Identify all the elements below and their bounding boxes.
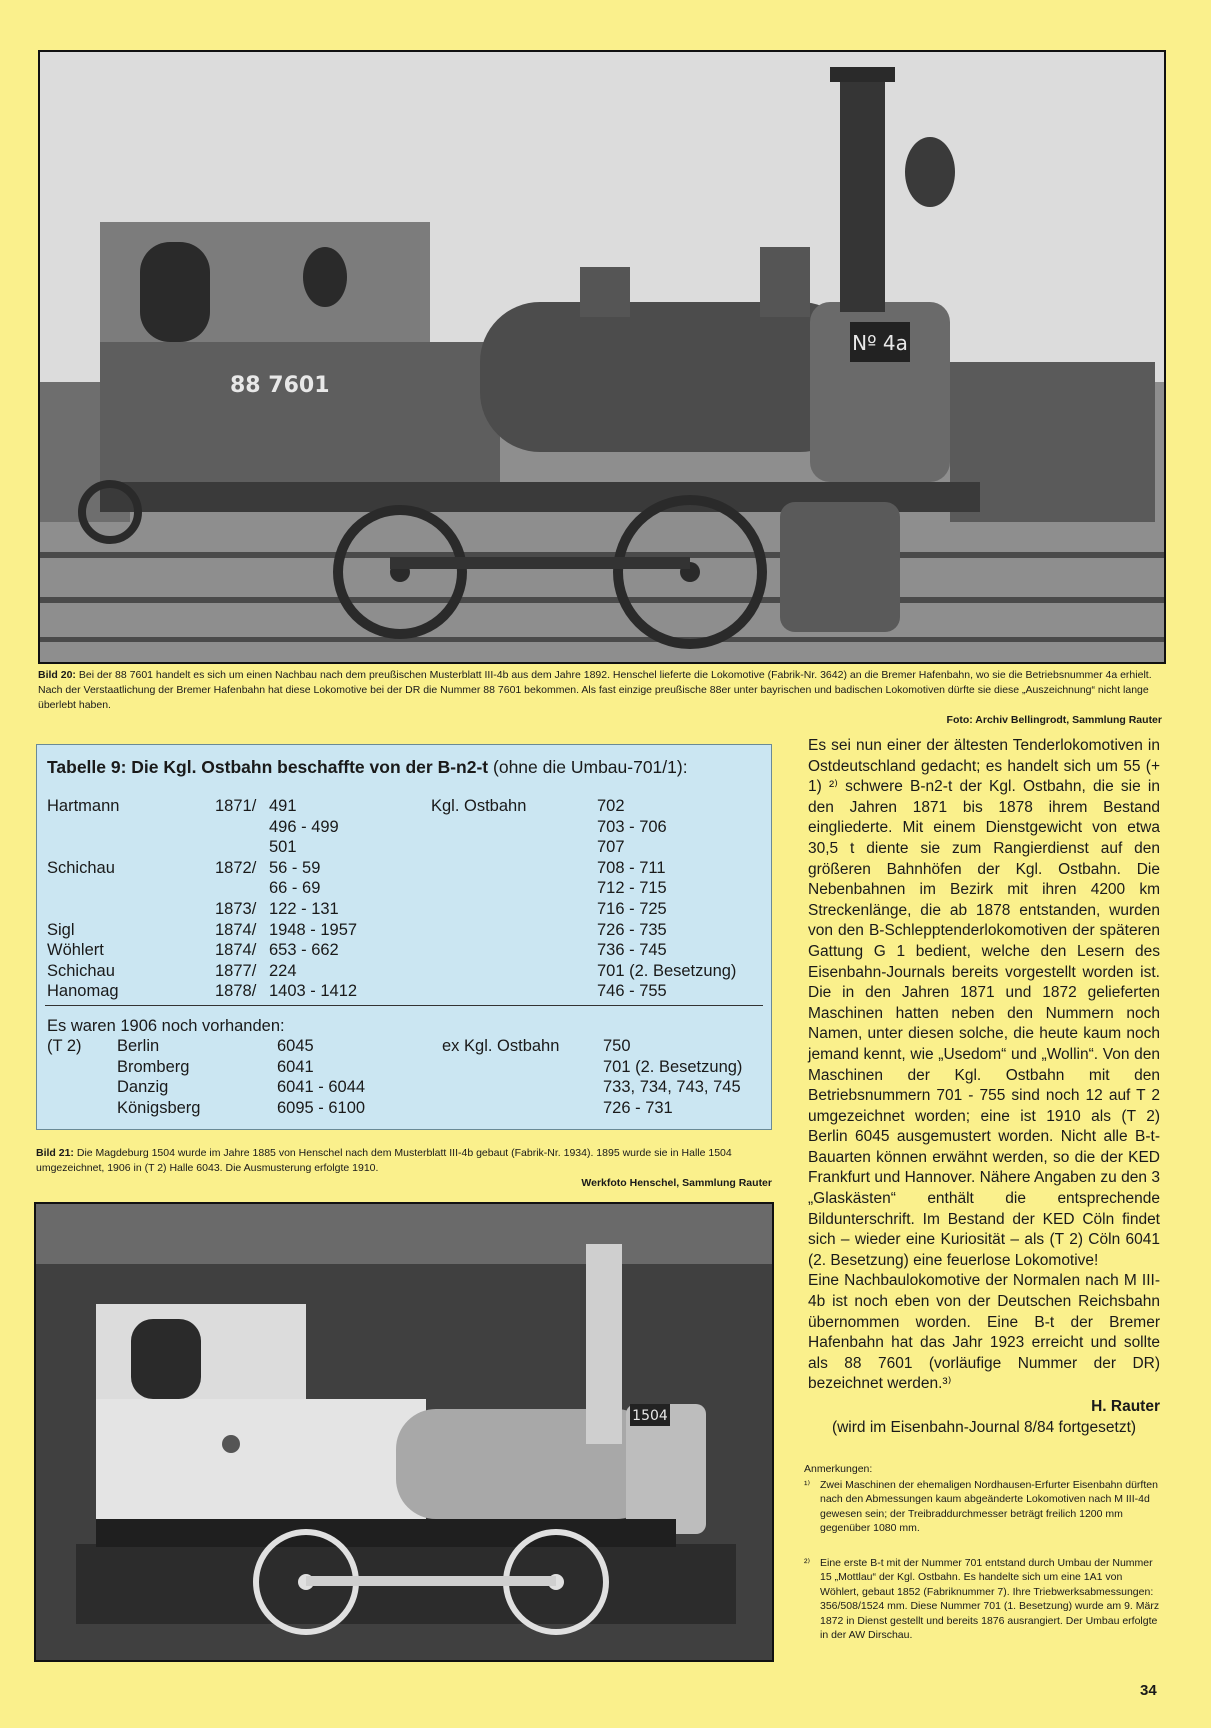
figure-21-caption	[36, 1146, 772, 1191]
table-cell-maker: Schichau	[47, 858, 115, 877]
table-cell-new: 703 - 706	[597, 817, 667, 836]
table-cell-year: 1878/	[215, 982, 257, 1001]
table-owner-2: ex Kgl. Ostbahn	[442, 1037, 560, 1055]
table-title	[47, 757, 688, 778]
table-cell-nums: 56 - 59	[269, 858, 321, 877]
table-cell-new: 716 - 725	[597, 900, 667, 918]
page-number: 34	[1140, 1682, 1157, 1699]
footnote-mark: ²⁾	[804, 1557, 811, 1569]
table-cell-maker: Schichau	[47, 961, 115, 980]
table-cell-nums: 1948 - 1957	[269, 920, 358, 939]
footnote-text: Zwei Maschinen der ehemaligen Nordhausen-Erfurter Eisenbahn dürften nach den Abmessungen kaum abgeänderte Lokomotiven nach M III-4d gewesen sein; der Treibraddurchmesser beträgt freilich 1200 mm gegenüber 1080 mm.	[820, 1479, 1158, 1535]
continuation-note: (wird im Eisenbahn-Journal 8/84 fortgesetzt)	[831, 1418, 1137, 1436]
footnote-2	[804, 1556, 1160, 1642]
table-cell-owner: Kgl. Ostbahn	[431, 797, 527, 815]
table-cell-nums: 66 - 69	[269, 879, 321, 898]
table-cell-old: 733, 734, 743, 745	[603, 1078, 741, 1097]
table-cell-year: 1871/	[215, 797, 257, 815]
table-cell-nums: 1403 - 1412	[269, 982, 358, 1001]
table-cell-old: 701 (2. Besetzung)	[603, 1057, 743, 1076]
table-cell-nums: 501	[269, 838, 297, 857]
table-cell-nums: 491	[269, 797, 297, 815]
table-cell-city: Danzig	[117, 1078, 169, 1097]
table-cell-new: 708 - 711	[597, 858, 666, 877]
table-cell-year: 1872/	[215, 858, 257, 877]
table-cell-maker: Wöhlert	[47, 941, 104, 960]
table-cell-nums: 224	[269, 961, 297, 980]
footnote-text: Eine erste B-t mit der Nummer 701 entstand durch Umbau der Nummer 15 „Mottlau“ der Kgl. Ostbahn. Es handelte sich um eine 1A1 von Wöhlert, gebaut 1852 (Fabriknummer 7). Ihre Triebwerksabmessungen: 356/508/1524 mm. Diese Nummer 701 (1. Besetzung) wurde am 9. März 1872 in Dienst gestellt und bereits 1876 ausrangiert. Der Umbau erfolgte in der AW Dirschau.	[820, 1557, 1160, 1642]
front-number-plate: Nº 4a	[852, 331, 908, 355]
table-class-label: (T 2)	[47, 1037, 82, 1055]
locomotive-illustration	[40, 52, 1164, 662]
table-cell-num: 6041 - 6044	[277, 1078, 366, 1097]
table-cell-old: 726 - 731	[603, 1098, 673, 1117]
table-9	[36, 744, 772, 1130]
article-author: H. Rauter	[1091, 1398, 1160, 1415]
figure-20-caption	[38, 668, 1162, 728]
table-cell-new: 746 - 755	[597, 982, 667, 1001]
table-cell-year: 1873/	[215, 900, 257, 918]
notes-heading: Anmerkungen:	[804, 1463, 873, 1475]
locomotive-number-plate: 1504	[632, 1408, 668, 1424]
table-cell-year: 1874/	[215, 941, 257, 960]
table-cell-city: Berlin	[117, 1037, 160, 1055]
table-cell-nums: 122 - 131	[269, 900, 339, 918]
photo-credit: Foto: Archiv Bellingrodt, Sammlung Rauter	[946, 714, 1162, 726]
table-cell-city: Bromberg	[117, 1057, 190, 1076]
table-cell-nums: 496 - 499	[269, 817, 339, 836]
article-body	[808, 736, 1160, 1438]
photo-locomotive-88-7601	[38, 50, 1166, 664]
photo-credit: Werkfoto Henschel, Sammlung Rauter	[581, 1177, 772, 1189]
footnote-1	[804, 1478, 1160, 1536]
table-cell-city: Königsberg	[117, 1098, 201, 1117]
table-cell-nums: 653 - 662	[269, 941, 339, 960]
side-number-plate: 88 7601	[230, 373, 330, 398]
table-cell-maker: Hanomag	[47, 982, 119, 1001]
table-subhead: Es waren 1906 noch vorhanden:	[47, 1017, 285, 1035]
footnote-mark: ¹⁾	[804, 1479, 811, 1491]
caption-text: Die Magdeburg 1504 wurde im Jahre 1885 von Henschel nach dem Musterblatt III-4b gebaut (Fabrik-Nr. 1934). 1895 wurde sie in Halle 1504 umgezeichnet, 1906 in (T 2) Halle 6043. Die Ausmusterung erfolgte 1910.	[36, 1147, 732, 1174]
table-cell-old: 750	[603, 1037, 631, 1055]
table-cell-new: 701 (2. Besetzung)	[597, 961, 737, 980]
table-title-bold: Tabelle 9: Die Kgl. Ostbahn beschaffte von der B-n2-t	[47, 757, 489, 777]
table-cell-new: 707	[597, 838, 625, 857]
caption-text: Bei der 88 7601 handelt es sich um einen Nachbau nach dem preußischen Musterblatt III-4b aus dem Jahre 1892. Henschel lieferte die Lokomotive (Fabrik-Nr. 3642) an die Bremer Hafenbahn, wo sie die Betriebsnummer 4a erhielt. Nach der Verstaatlichung der Bremer Hafenbahn hat diese Lokomotive bei der DR die Nummer 88 7601 bekommen. Als fast einzige preußische 88er unter bayrischen und badischen Lokomotiven dürfte sie diese „Auszeichnung“ nicht lange überlebt haben.	[38, 669, 1152, 711]
table-cell-num: 6095 - 6100	[277, 1098, 366, 1117]
table-cell-num: 6041	[277, 1057, 314, 1076]
table-cell-maker: Hartmann	[47, 797, 120, 815]
caption-label: Bild 20:	[38, 669, 76, 681]
table-cell-year: 1874/	[215, 920, 257, 939]
table-divider	[45, 1005, 763, 1006]
article-paragraph: Es sei nun einer der ältesten Tenderlokomotiven in Ostdeutschland gedacht; es handelt sich um 55 (+ 1) ²⁾ schwere B-n2-t der Kgl. Ostbahn, die sie in den Jahren 1871 bis 1878 ihrem Bestand eingliederte. Mit einem Dienstgewicht von etwa 30,5 t diente sie zum Rangierdienst auf den größeren Bahnhöfen der Kgl. Ostbahn. Die Nebenbahnen im Bezirk mit ihren 4200 km Streckenlänge, die ab 1878 entstanden, wurden von den B-Schlepptenderlokomotiven der späteren Gattung G 1 bedient, welche den Lesern des Eisenbahn-Journals bereits vorgestellt worden ist. Die in den Jahren 1871 und 1872 gelieferten Maschinen hatten neben den Nummern noch Namen, unter diesen solche, die heute kaum noch jemand kennt, wie „Usedom“ und „Wollin“. Von den Maschinen der Kgl. Ostbahn mit den Betriebsnummern 701 - 755 sind noch 12 auf T 2 umgezeichnet worden; eine ist 1910 als (T 2) Berlin 6045 ausgemustert worden. Nicht alle B-t-Bauarten können erwähnt werden, so die der KED Frankfurt und Hannover. Nähere Angaben zu den 3 „Glaskästen“ enthält die entsprechende Bildunterschrift. Im Bestand der KED Cöln findet sich – wieder eine Kuriosität – als (T 2) Cöln 6041 (2. Besetzung) eine feuerlose Lokomotive!	[808, 737, 1160, 1269]
caption-label: Bild 21:	[36, 1147, 74, 1159]
table-cell-new: 736 - 745	[597, 941, 667, 960]
article-paragraph: Eine Nachbaulokomotive der Normalen nach M III-4b ist noch eben von der Deutschen Reichsbahn übernommen worden. Eine B-t der Bremer Hafenbahn hat das Jahr 1923 erreicht und sollte als 88 7601 (vorläufige Nummer der DR) bezeichnet werden.³⁾	[808, 1272, 1160, 1393]
table-cell-new: 712 - 715	[597, 879, 667, 898]
table-cell-num: 6045	[277, 1037, 314, 1055]
locomotive-illustration	[36, 1204, 772, 1660]
table-cell-maker: Sigl	[47, 920, 75, 939]
table-cell-year: 1877/	[215, 961, 257, 980]
table-cell-new: 702	[597, 797, 625, 815]
photo-locomotive-halle-1504	[34, 1202, 774, 1662]
table-cell-new: 726 - 735	[597, 920, 667, 939]
table-title-rest: (ohne die Umbau-701/1):	[493, 757, 688, 777]
